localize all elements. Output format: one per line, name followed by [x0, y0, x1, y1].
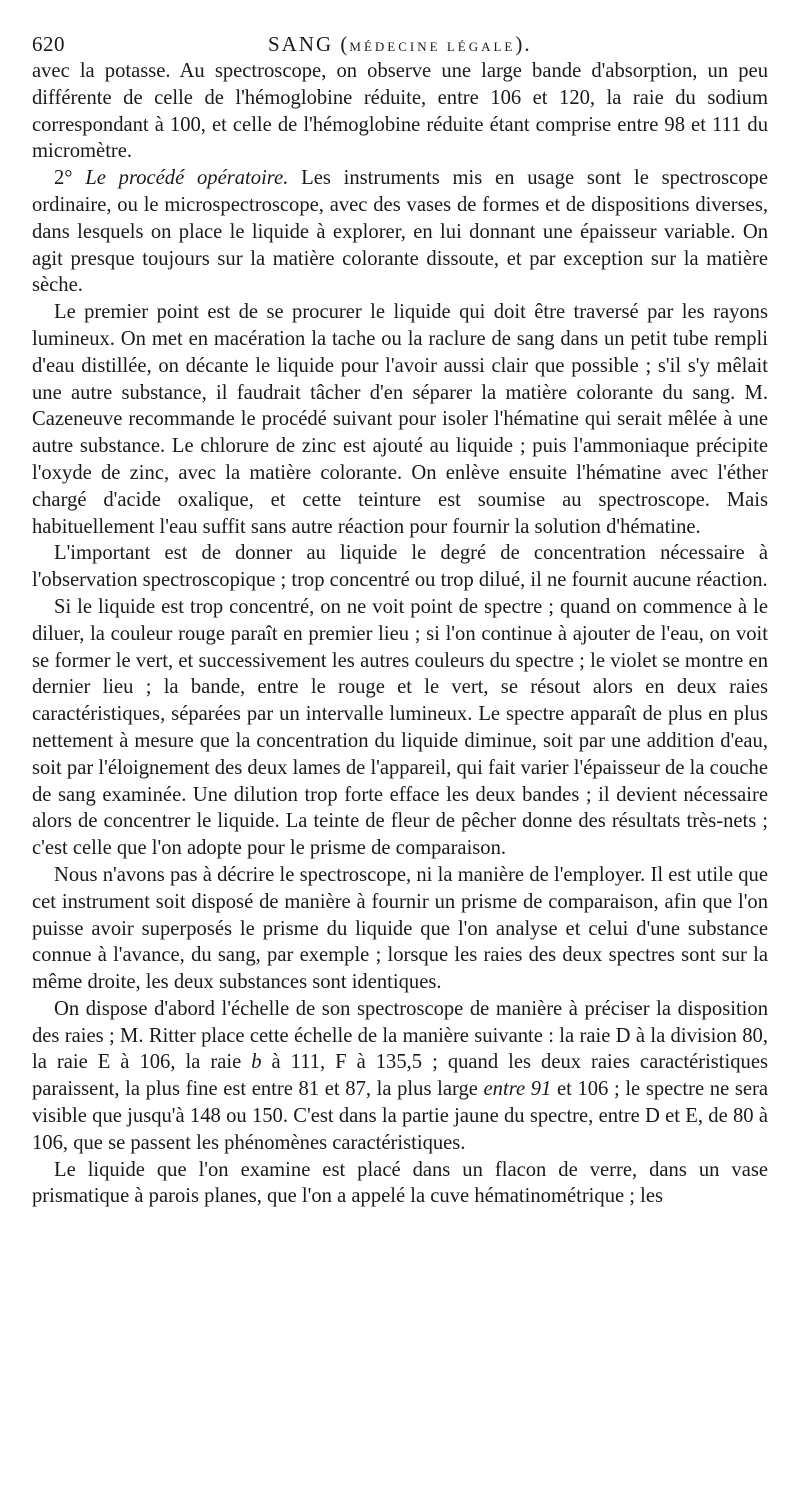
paragraph-7-part-a: On dispose d'abord l'échelle de son spectroscope de manière à préciser la disposition des raies ; M. Ritter place cette échelle de la manière suivante : la raie D à la division 80, la raie E à 106, la raie — [32, 997, 768, 1074]
body-text — [32, 58, 768, 1210]
running-title-main: SANG ( — [268, 32, 350, 56]
paragraph-4: L'important est de donner au liquide le degré de concentration nécessaire à l'observation spectroscopique ; trop concentré ou trop dilué, il ne fournit aucune réaction. — [32, 542, 768, 592]
paragraph-6: Nous n'avons pas à décrire le spectroscope, ni la manière de l'employer. Il est utile que cet instrument soit disposé de manière à fournir un prisme de comparaison, afin que l'on puisse avoir superposés le prisme du liquide que l'on analyse et celui d'une substance connue à l'avance, du sang, par exemple ; lorsque les raies des deux spectres sont sur la même droite, les deux substances sont identiques. — [32, 863, 768, 994]
running-header — [32, 24, 768, 58]
running-title — [268, 32, 532, 57]
paragraph-1: avec la potasse. Au spectroscope, on observe une large bande d'absorption, un peu différente de celle de l'hémoglobine réduite, entre 106 et 120, la raie du sodium correspondant à 100, et celle de l'hémoglobine réduite étant comprise entre 98 et 111 du micromètre. — [32, 60, 768, 163]
paragraph-7-raie-b: b — [251, 1051, 262, 1074]
paragraph-7-part-b: à 111, F à 135,5 ; quand les deux raies caractéristiques paraissent, la plus fine est entre 81 et 87, la plus large — [32, 1051, 768, 1101]
paragraph-2-number: 2° — [54, 167, 86, 190]
paragraph-7-part-c: et 106 ; le spectre ne sera visible que jusqu'à 148 ou 150. C'est dans la partie jaune du spectre, entre D et E, de 80 à 106, que se passent les phénomènes caractéristiques. — [32, 1078, 768, 1154]
paragraph-7-entre: entre 91 — [483, 1078, 552, 1101]
paragraph-2 — [32, 165, 768, 299]
running-title-close: ). — [515, 32, 532, 56]
paragraph-2-text: Les instruments mis en usage sont le spectroscope ordinaire, ou le microspectroscope, avec des vases de formes et de dispositions diverses, dans lesquels on place le liquide à explorer, en lui donnant une épaisseur variable. On agit presque toujours sur la matière colorante dissoute, et par exception sur la matière sèche. — [32, 167, 768, 297]
paragraph-3: Le premier point est de se procurer le liquide qui doit être traversé par les rayons lumineux. On met en macération la tache ou la raclure de sang dans un petit tube rempli d'eau distillée, on décante le liquide pour l'avoir aussi clair que possible ; s'il s'y mêlait une autre substance, il faudrait tâcher d'en séparer la matière colorante du sang. M. Cazeneuve recommande le procédé suivant pour isoler l'hématine qui serait mêlée à une autre substance. Le chlorure de zinc est ajouté au liquide ; puis l'ammoniaque précipite l'oxyde de zinc, avec la matière colorante. On enlève ensuite l'hématine avec l'éther chargé d'acide oxalique, et cette teinture est soumise au spectroscope. Mais habituellement l'eau suffit sans autre réaction pour fournir la solution d'hématine. — [32, 301, 768, 538]
section-heading-procede: Le procédé opératoire. — [85, 167, 289, 190]
book-page — [32, 24, 768, 1210]
paragraph-5: Si le liquide est trop concentré, on ne voit point de spectre ; quand on commence à le diluer, la couleur rouge paraît en premier lieu ; si l'on continue à ajouter de l'eau, on voit se former le vert, et successivement les autres couleurs du spectre ; le violet se montre en dernier lieu ; la bande, entre le rouge et le vert, se résout alors en deux raies caractéristiques, séparées par un intervalle lumineux. Le spectre apparaît de plus en plus nettement à mesure que la concentration du liquide diminue, soit par une addition d'eau, soit par l'éloignement des deux lames de l'appareil, qui fait varier l'épaisseur de la couche de sang examinée. Une dilution trop forte efface les deux bandes ; il devient nécessaire alors de concentrer le liquide. La teinte de fleur de pêcher donne des résultats très-nets ; c'est celle que l'on adopte pour le prisme de comparaison. — [32, 595, 768, 860]
page-number: 620 — [32, 32, 65, 56]
paragraph-8: Le liquide que l'on examine est placé dans un flacon de verre, dans un vase prismatique à parois planes, que l'on a appelé la cuve hématinométrique ; les — [32, 1158, 768, 1208]
running-title-subtitle: MÉDECINE LÉGALE — [349, 39, 516, 54]
paragraph-7 — [32, 996, 768, 1157]
